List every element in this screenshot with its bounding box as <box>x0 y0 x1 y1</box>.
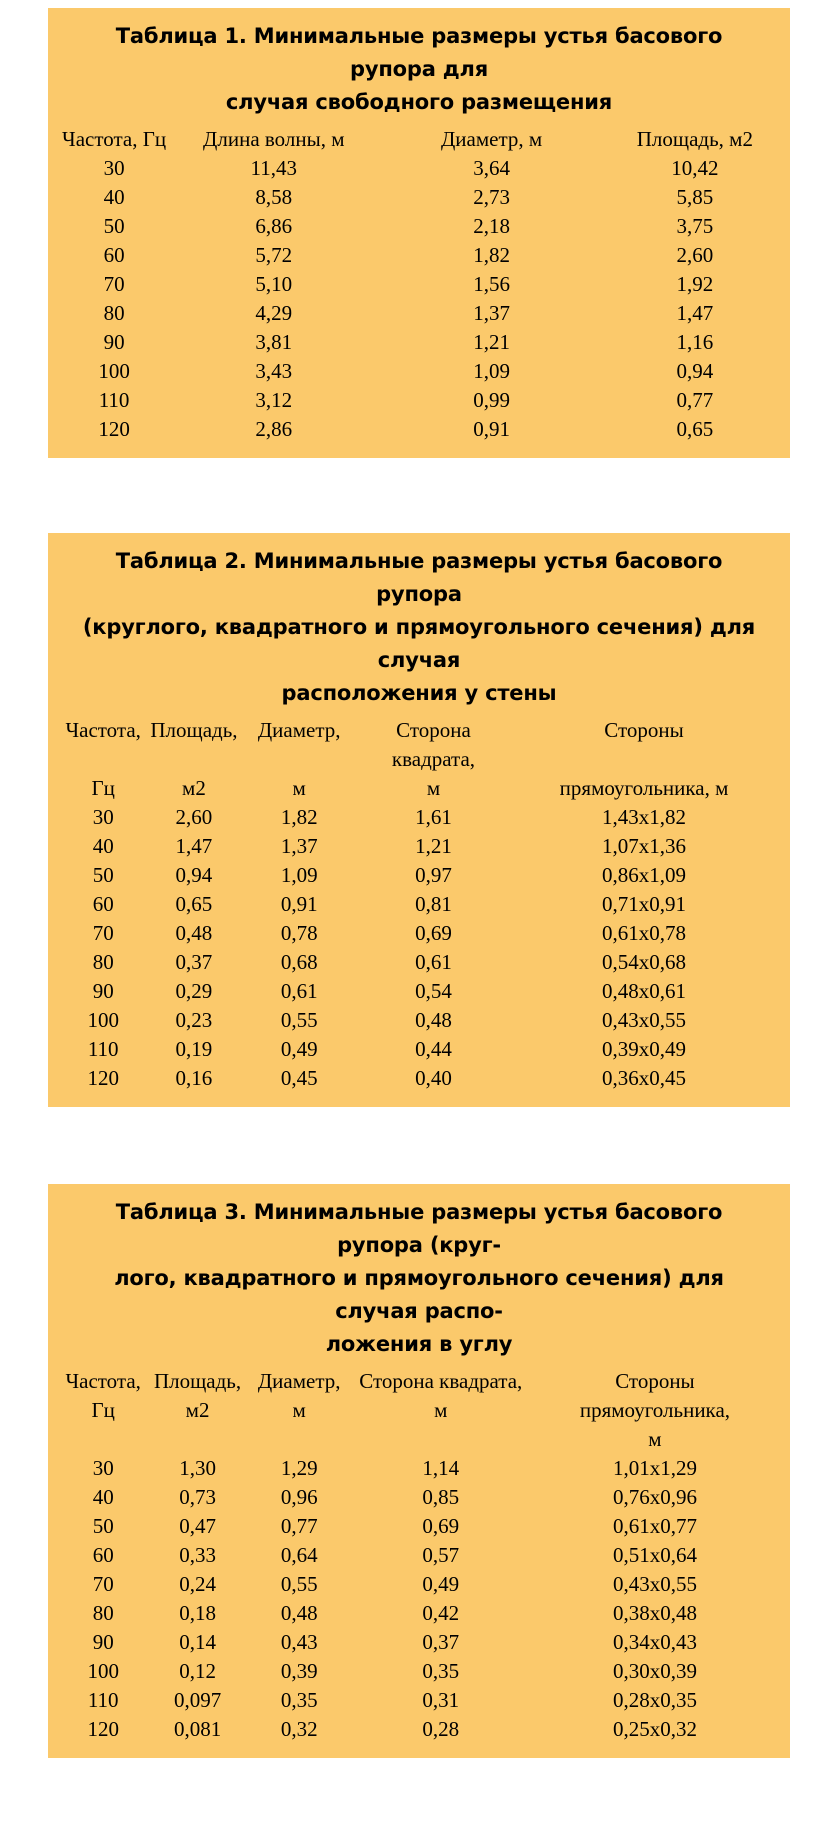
column-header <box>237 716 360 803</box>
table-cell: 0,18 <box>179 1601 216 1625</box>
column-header-line: Частота, <box>65 718 141 742</box>
column-header-line: Гц <box>91 1398 115 1422</box>
table-cell: 1,29 <box>280 1456 318 1480</box>
table-row <box>56 1570 782 1599</box>
table-header-row <box>56 716 782 803</box>
table-cell: 2,86 <box>255 417 293 441</box>
table-cell: 70 <box>92 921 114 945</box>
table-title <box>56 545 782 710</box>
table-cell: 60 <box>92 1543 114 1567</box>
table-cell: 0,43х0,55 <box>602 1008 687 1032</box>
table-cell: 0,43х0,55 <box>612 1572 697 1596</box>
table-title <box>56 1196 782 1361</box>
table-cell: 30 <box>92 805 114 829</box>
table-cell: 0,68 <box>280 950 318 974</box>
table-cell: 1,82 <box>280 805 318 829</box>
table-cell: 4,29 <box>255 301 293 325</box>
table-row <box>56 1035 782 1064</box>
table-title-line: Таблица 3. Минимальные размеры устья басового <box>115 1200 723 1224</box>
column-header-line <box>56 745 150 774</box>
table-row <box>56 861 782 890</box>
column-header-line: Диаметр, <box>257 718 341 742</box>
table-cell: 0,081 <box>173 1717 222 1741</box>
table-cell: 60 <box>92 892 114 916</box>
table-row <box>56 1686 782 1715</box>
table-cell: 50 <box>92 863 114 887</box>
column-header-line: м <box>292 776 306 800</box>
table-row <box>56 270 782 299</box>
table-cell: 0,35 <box>280 1688 318 1712</box>
column-header <box>56 716 150 803</box>
table-row <box>56 919 782 948</box>
column-header-line <box>354 1425 528 1454</box>
table-cell: 5,85 <box>676 185 714 209</box>
column-header-line: м <box>648 1427 662 1451</box>
table-header-row <box>56 1367 782 1454</box>
table-title-line: случая распо- <box>335 1299 503 1323</box>
table-cell: 0,40 <box>415 1066 452 1090</box>
table-row <box>56 299 782 328</box>
table-row <box>56 154 782 183</box>
table-row <box>56 212 782 241</box>
table-title-line: ложения в углу <box>325 1332 513 1356</box>
table-cell: 1,47 <box>676 301 714 325</box>
table-cell: 0,57 <box>422 1543 460 1567</box>
column-header-line: Площадь, <box>153 1369 242 1393</box>
column-header-line: м <box>292 1398 306 1422</box>
data-table <box>56 1367 782 1744</box>
table-cell: 0,23 <box>175 1008 213 1032</box>
data-table <box>56 125 782 444</box>
table-cell: 100 <box>87 1008 119 1032</box>
table-cell: 1,21 <box>415 834 452 858</box>
table-cell: 0,32 <box>280 1717 318 1741</box>
table-row <box>56 1512 782 1541</box>
table-cell: 0,78 <box>280 921 318 945</box>
table-title-line: рупора для <box>350 57 488 81</box>
table-cell: 80 <box>92 1601 114 1625</box>
table-cell: 0,16 <box>175 1066 213 1090</box>
table-cell: 0,42 <box>422 1601 460 1625</box>
table-cell: 80 <box>103 301 125 325</box>
table-cell: 0,19 <box>175 1037 213 1061</box>
table-cell: 40 <box>92 834 114 858</box>
column-header-line: м2 <box>182 776 206 800</box>
table-cell: 90 <box>92 1630 114 1654</box>
table-row <box>56 977 782 1006</box>
table-cell: 0,31 <box>422 1688 460 1712</box>
table-title-line: расположения у стены <box>281 681 557 705</box>
table-cell: 0,85 <box>422 1485 460 1509</box>
column-header-line: квадрата, <box>391 747 476 771</box>
table-cell: 0,29 <box>175 979 213 1003</box>
table-cell: 0,14 <box>179 1630 216 1654</box>
table-cell: 90 <box>92 979 114 1003</box>
table-cell: 0,65 <box>676 417 714 441</box>
column-header <box>528 1367 782 1454</box>
table-row <box>56 1454 782 1483</box>
column-header <box>354 1367 528 1454</box>
column-header <box>375 125 607 154</box>
column-header-line: Длина волны, м <box>203 127 345 151</box>
table-cell: 0,73 <box>179 1485 216 1509</box>
table-cell: 0,28 <box>422 1717 460 1741</box>
table-cell: 70 <box>103 272 125 296</box>
table-row <box>56 241 782 270</box>
table-cell: 30 <box>92 1456 114 1480</box>
table-cell: 10,42 <box>671 156 719 180</box>
table-cell: 0,097 <box>173 1688 222 1712</box>
table-cell: 1,43х1,82 <box>602 805 687 829</box>
column-header-line <box>245 1425 354 1454</box>
column-header-line: м2 <box>185 1398 210 1422</box>
table-cell: 0,45 <box>280 1066 318 1090</box>
table-cell: 5,72 <box>255 243 293 267</box>
table-cell: 0,94 <box>676 359 714 383</box>
table-cell: 50 <box>92 1514 114 1538</box>
table-cell: 8,58 <box>255 185 293 209</box>
table-row <box>56 832 782 861</box>
table-cell: 0,54 <box>415 979 452 1003</box>
table-cell: 0,96 <box>280 1485 318 1509</box>
table-cell: 0,33 <box>179 1543 216 1567</box>
table-cell: 0,65 <box>175 892 213 916</box>
table-cell: 0,55 <box>280 1008 318 1032</box>
table-3-panel <box>48 1184 790 1758</box>
table-1-panel <box>48 8 790 458</box>
table-cell: 0,39х0,49 <box>602 1037 687 1061</box>
table-cell: 0,69 <box>422 1514 460 1538</box>
table-row <box>56 1628 782 1657</box>
table-cell: 90 <box>103 330 125 354</box>
table-cell: 0,47 <box>179 1514 216 1538</box>
table-2-panel <box>48 533 790 1107</box>
table-cell: 0,12 <box>179 1659 216 1683</box>
table-header-row <box>56 125 782 154</box>
table-cell: 6,86 <box>255 214 293 238</box>
table-row <box>56 386 782 415</box>
table-cell: 0,76х0,96 <box>612 1485 697 1509</box>
table-cell: 30 <box>103 156 125 180</box>
table-cell: 0,91 <box>280 892 318 916</box>
table-title-line: рупора (круг- <box>337 1233 501 1257</box>
table-cell: 3,43 <box>255 359 293 383</box>
table-cell: 120 <box>87 1717 119 1741</box>
column-header <box>172 125 375 154</box>
table-title-line: (круглого, квадратного и прямоугольного сечения) для <box>82 615 756 639</box>
column-header-line: Диаметр, <box>257 1369 341 1393</box>
table-cell: 1,09 <box>280 863 318 887</box>
table-row <box>56 357 782 386</box>
column-header <box>150 716 237 803</box>
column-header <box>150 1367 244 1454</box>
table-row <box>56 1715 782 1744</box>
table-cell: 1,01х1,29 <box>612 1456 697 1480</box>
column-header-line: Стороны <box>604 718 684 742</box>
column-header-line: прямоугольника, м <box>559 776 729 800</box>
table-cell: 0,48 <box>280 1601 318 1625</box>
column-header <box>506 716 782 803</box>
table-cell: 0,25х0,32 <box>612 1717 697 1741</box>
table-cell: 0,51х0,64 <box>612 1543 697 1567</box>
table-cell: 3,75 <box>676 214 714 238</box>
table-title-line: случая <box>377 648 461 672</box>
table-cell: 11,43 <box>250 156 298 180</box>
table-cell: 120 <box>87 1066 119 1090</box>
table-cell: 0,77 <box>676 388 714 412</box>
table-cell: 0,35 <box>422 1659 460 1683</box>
column-header-line: Диаметр, м <box>440 127 543 151</box>
table-cell: 0,71х0,91 <box>602 892 687 916</box>
table-cell: 0,37 <box>422 1630 460 1654</box>
column-header-line: м <box>426 776 441 800</box>
table-cell: 2,60 <box>676 243 714 267</box>
table-cell: 40 <box>92 1485 114 1509</box>
table-cell: 0,94 <box>175 863 213 887</box>
table-cell: 100 <box>98 359 130 383</box>
table-cell: 2,73 <box>473 185 510 209</box>
table-cell: 120 <box>98 417 130 441</box>
table-cell: 0,64 <box>280 1543 318 1567</box>
table-cell: 0,55 <box>280 1572 318 1596</box>
table-cell: 0,54х0,68 <box>602 950 687 974</box>
table-cell: 0,48х0,61 <box>602 979 687 1003</box>
table-cell: 3,64 <box>473 156 510 180</box>
table-row <box>56 183 782 212</box>
table-cell: 0,49 <box>422 1572 460 1596</box>
table-title <box>56 20 782 119</box>
table-row <box>56 1483 782 1512</box>
column-header-line: Частота, Гц <box>62 127 167 151</box>
table-cell: 0,69 <box>415 921 452 945</box>
table-cell: 0,37 <box>175 950 213 974</box>
data-table <box>56 716 782 1093</box>
page <box>0 8 825 1782</box>
table-cell: 0,39 <box>280 1659 318 1683</box>
table-cell: 70 <box>92 1572 114 1596</box>
table-cell: 1,61 <box>415 805 452 829</box>
table-cell: 100 <box>87 1659 119 1683</box>
table-row <box>56 1541 782 1570</box>
table-cell: 0,81 <box>415 892 452 916</box>
table-cell: 1,56 <box>473 272 510 296</box>
table-cell: 0,28х0,35 <box>612 1688 697 1712</box>
table-cell: 3,81 <box>255 330 293 354</box>
table-cell: 1,09 <box>473 359 510 383</box>
table-cell: 0,36х0,45 <box>602 1066 687 1090</box>
column-header-line <box>506 745 782 774</box>
table-cell: 0,61 <box>280 979 318 1003</box>
column-header-line <box>56 1425 150 1454</box>
column-header-line: Площадь, <box>150 718 238 742</box>
table-cell: 80 <box>92 950 114 974</box>
table-cell: 0,99 <box>473 388 510 412</box>
table-cell: 1,92 <box>676 272 714 296</box>
table-cell: 1,21 <box>473 330 510 354</box>
column-header-line: Стороны <box>615 1369 695 1393</box>
table-row <box>56 1599 782 1628</box>
table-cell: 1,16 <box>676 330 714 354</box>
column-header-line: м <box>434 1398 448 1422</box>
table-title-line: случая свободного размещения <box>225 90 613 114</box>
column-header <box>361 716 506 803</box>
table-cell: 1,07х1,36 <box>602 834 687 858</box>
table-cell: 0,97 <box>415 863 452 887</box>
table-cell: 0,61 <box>415 950 452 974</box>
table-cell: 1,47 <box>175 834 213 858</box>
article-tables-region <box>0 8 825 1782</box>
table-cell: 2,18 <box>473 214 510 238</box>
table-cell: 40 <box>103 185 125 209</box>
table-cell: 2,60 <box>175 805 213 829</box>
table-title-line: рупора <box>376 582 462 606</box>
table-row <box>56 328 782 357</box>
table-cell: 60 <box>103 243 125 267</box>
column-header-line: Площадь, м2 <box>636 127 753 151</box>
table-cell: 0,24 <box>179 1572 216 1596</box>
column-header-line <box>150 1425 244 1454</box>
table-cell: 110 <box>87 1037 119 1061</box>
table-cell: 110 <box>87 1688 119 1712</box>
table-cell: 1,30 <box>179 1456 216 1480</box>
table-row <box>56 890 782 919</box>
table-cell: 0,61х0,77 <box>612 1514 697 1538</box>
table-cell: 0,49 <box>280 1037 318 1061</box>
column-header-line <box>150 745 237 774</box>
column-header <box>245 1367 354 1454</box>
table-cell: 1,82 <box>473 243 510 267</box>
table-row <box>56 1006 782 1035</box>
table-title-line: лого, квадратного и прямоугольного сечения) для <box>114 1266 724 1290</box>
table-cell: 0,86х1,09 <box>602 863 687 887</box>
column-header-line: прямоугольника, <box>579 1398 731 1422</box>
table-cell: 0,34х0,43 <box>612 1630 697 1654</box>
table-title-line: Таблица 2. Минимальные размеры устья басового <box>115 549 723 573</box>
table-cell: 1,37 <box>473 301 510 325</box>
column-header <box>608 125 782 154</box>
table-row <box>56 948 782 977</box>
table-cell: 0,43 <box>280 1630 318 1654</box>
table-cell: 1,37 <box>280 834 318 858</box>
table-row <box>56 1064 782 1093</box>
table-row <box>56 803 782 832</box>
column-header-line: Сторона <box>396 718 471 742</box>
table-cell: 0,38х0,48 <box>612 1601 697 1625</box>
table-cell: 1,14 <box>422 1456 460 1480</box>
column-header <box>56 125 172 154</box>
column-header-line: Гц <box>91 776 115 800</box>
table-title-line: Таблица 1. Минимальные размеры устья басового <box>115 24 723 48</box>
table-cell: 0,30х0,39 <box>612 1659 697 1683</box>
table-cell: 0,77 <box>280 1514 318 1538</box>
table-cell: 0,91 <box>473 417 510 441</box>
table-row <box>56 415 782 444</box>
column-header-line: Частота, <box>65 1369 141 1393</box>
table-cell: 0,48 <box>175 921 213 945</box>
table-cell: 0,61х0,78 <box>602 921 687 945</box>
table-cell: 110 <box>98 388 130 412</box>
table-cell: 0,48 <box>415 1008 452 1032</box>
table-cell: 50 <box>103 214 125 238</box>
column-header-line: Сторона квадрата, <box>359 1369 523 1393</box>
table-cell: 5,10 <box>255 272 293 296</box>
table-cell: 3,12 <box>255 388 293 412</box>
table-cell: 0,44 <box>415 1037 452 1061</box>
column-header-line <box>237 745 360 774</box>
column-header <box>56 1367 150 1454</box>
table-row <box>56 1657 782 1686</box>
